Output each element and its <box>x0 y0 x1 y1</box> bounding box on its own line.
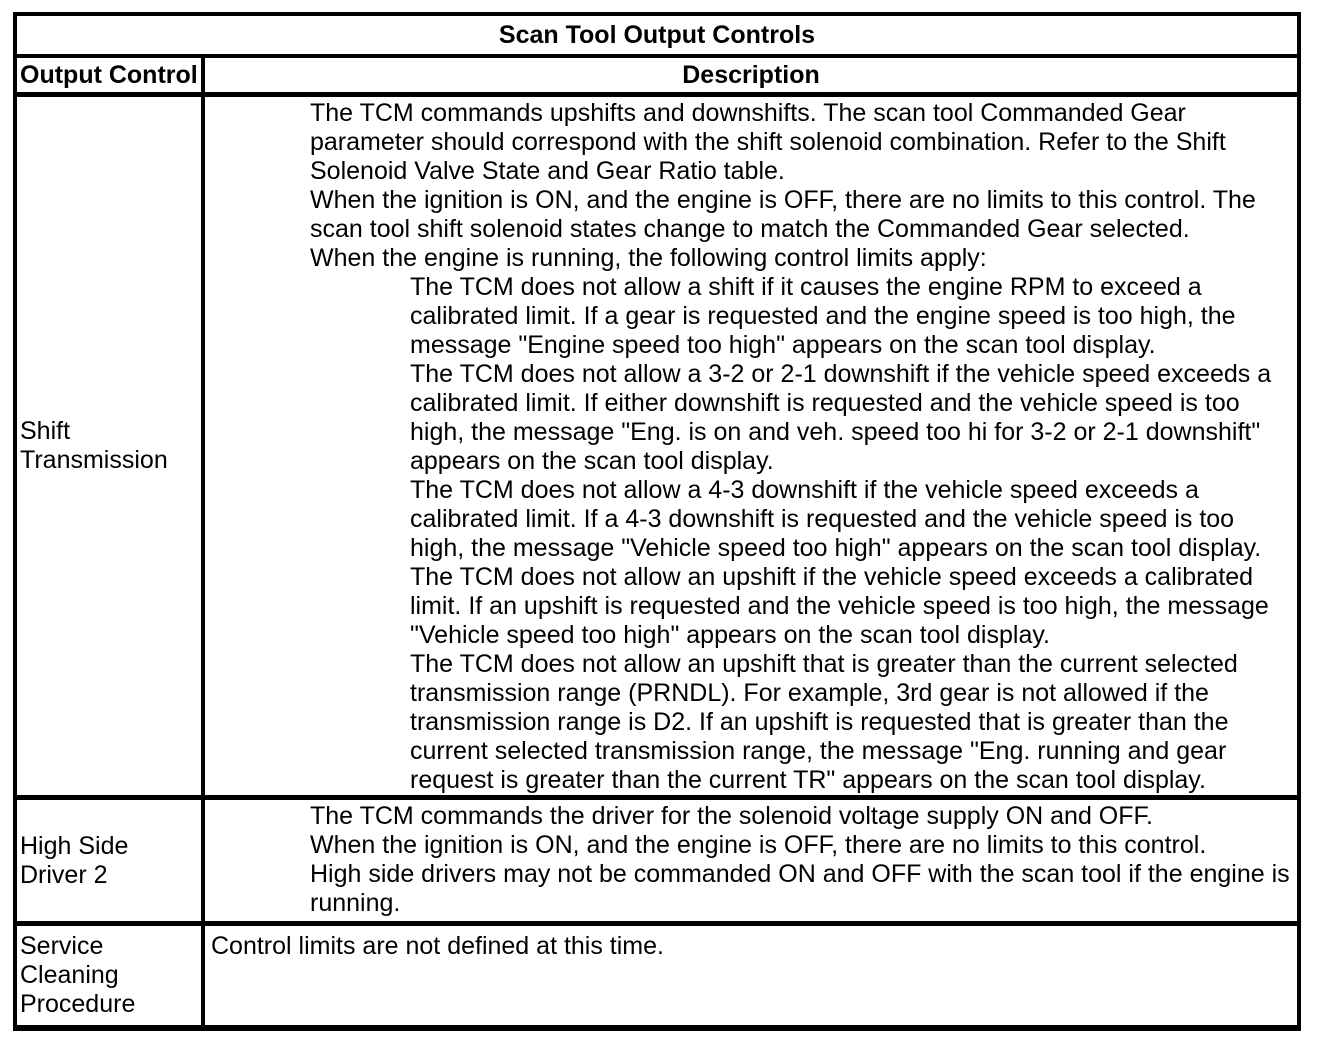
description-line: parameter should correspond with the shift solenoid combination. Refer to the Shift <box>310 128 1226 156</box>
description-paragraph <box>211 932 1293 961</box>
table-header-row <box>17 54 1297 92</box>
output-control-cell <box>17 97 205 795</box>
description-line: The TCM commands the driver for the solenoid voltage supply ON and OFF. <box>310 802 1153 830</box>
description-line: limit. If an upshift is requested and the vehicle speed is too high, the message <box>410 592 1269 620</box>
description-cell <box>205 97 1297 795</box>
description-line: Control limits are not defined at this time. <box>211 932 664 960</box>
description-line: When the ignition is ON, and the engine is OFF, there are no limits to this control. <box>310 831 1207 859</box>
description-line: The TCM commands upshifts and downshifts. The scan tool Commanded Gear <box>310 99 1186 127</box>
control-line: Procedure <box>20 990 136 1018</box>
control-line: Service <box>20 932 104 960</box>
description-paragraph <box>410 650 1293 795</box>
description-paragraph <box>310 99 1293 186</box>
description-line: high, the message "Vehicle speed too high" appears on the scan tool display. <box>410 534 1262 562</box>
column-header-output-control <box>17 58 205 92</box>
column-header-description <box>205 58 1297 92</box>
output-control-cell <box>17 800 205 921</box>
description-line: transmission range is D2. If an upshift is requested that is greater than the <box>410 708 1229 736</box>
description-line: When the engine is running, the following control limits apply: <box>310 244 987 272</box>
column-header-output-control-label: Output Control <box>20 60 198 89</box>
column-header-description-label: Description <box>682 60 820 89</box>
description-paragraph <box>310 802 1293 831</box>
description-cell <box>205 926 1297 1025</box>
description-cell <box>205 800 1297 921</box>
description-paragraph <box>310 244 1293 273</box>
description-paragraph <box>410 563 1293 650</box>
description-line: The TCM does not allow an upshift if the vehicle speed exceeds a calibrated <box>410 563 1254 591</box>
description-line: The TCM does not allow a 3-2 or 2-1 downshift if the vehicle speed exceeds a <box>410 360 1272 388</box>
description-line: current selected transmission range, the message "Eng. running and gear <box>410 737 1227 765</box>
description-line: When the ignition is ON, and the engine is OFF, there are no limits to this control. The <box>310 186 1256 214</box>
description-paragraph <box>410 476 1293 563</box>
control-line: Transmission <box>20 446 168 474</box>
description-line: scan tool shift solenoid states change to match the Commanded Gear selected. <box>310 215 1190 243</box>
description-line: The TCM does not allow a 4-3 downshift if the vehicle speed exceeds a <box>410 476 1199 504</box>
description-line: calibrated limit. If a 4-3 downshift is requested and the vehicle speed is too <box>410 505 1235 533</box>
table-title-row <box>17 16 1297 54</box>
description-line: The TCM does not allow a shift if it causes the engine RPM to exceed a <box>410 273 1202 301</box>
description-line: calibrated limit. If a gear is requested and the engine speed is too high, the <box>410 302 1236 330</box>
description-paragraph <box>410 360 1293 476</box>
output-control-cell <box>17 926 205 1025</box>
description-line: appears on the scan tool display. <box>410 447 774 475</box>
table-row <box>17 92 1297 795</box>
control-line: High Side <box>20 831 129 860</box>
table-body <box>17 92 1297 1025</box>
description-line: transmission range (PRNDL). For example, 3rd gear is not allowed if the <box>410 679 1209 707</box>
scan-tool-output-controls-table <box>13 12 1301 1031</box>
description-line: high, the message "Eng. is on and veh. speed too hi for 3-2 or 2-1 downshift" <box>410 418 1261 446</box>
description-paragraph <box>310 831 1293 860</box>
description-line: High side drivers may not be commanded ON and OFF with the scan tool if the engine is <box>310 860 1290 888</box>
description-line: "Vehicle speed too high" appears on the scan tool display. <box>410 621 1050 649</box>
description-line: The TCM does not allow an upshift that is greater than the current selected <box>410 650 1238 678</box>
control-line: Shift <box>20 417 71 445</box>
table-row <box>17 795 1297 921</box>
description-line: request is greater than the current TR" appears on the scan tool display. <box>410 766 1206 794</box>
control-line: Driver 2 <box>20 860 108 889</box>
description-line: calibrated limit. If either downshift is requested and the vehicle speed is too <box>410 389 1240 417</box>
description-paragraph <box>410 273 1293 360</box>
control-line: Cleaning <box>20 961 119 989</box>
table-title: Scan Tool Output Controls <box>498 20 816 49</box>
description-line: running. <box>310 889 401 917</box>
table-row <box>17 921 1297 1025</box>
description-line: message "Engine speed too high" appears on the scan tool display. <box>410 331 1156 359</box>
description-line: Solenoid Valve State and Gear Ratio table. <box>310 157 785 185</box>
description-paragraph <box>310 186 1293 244</box>
description-paragraph <box>310 860 1293 918</box>
